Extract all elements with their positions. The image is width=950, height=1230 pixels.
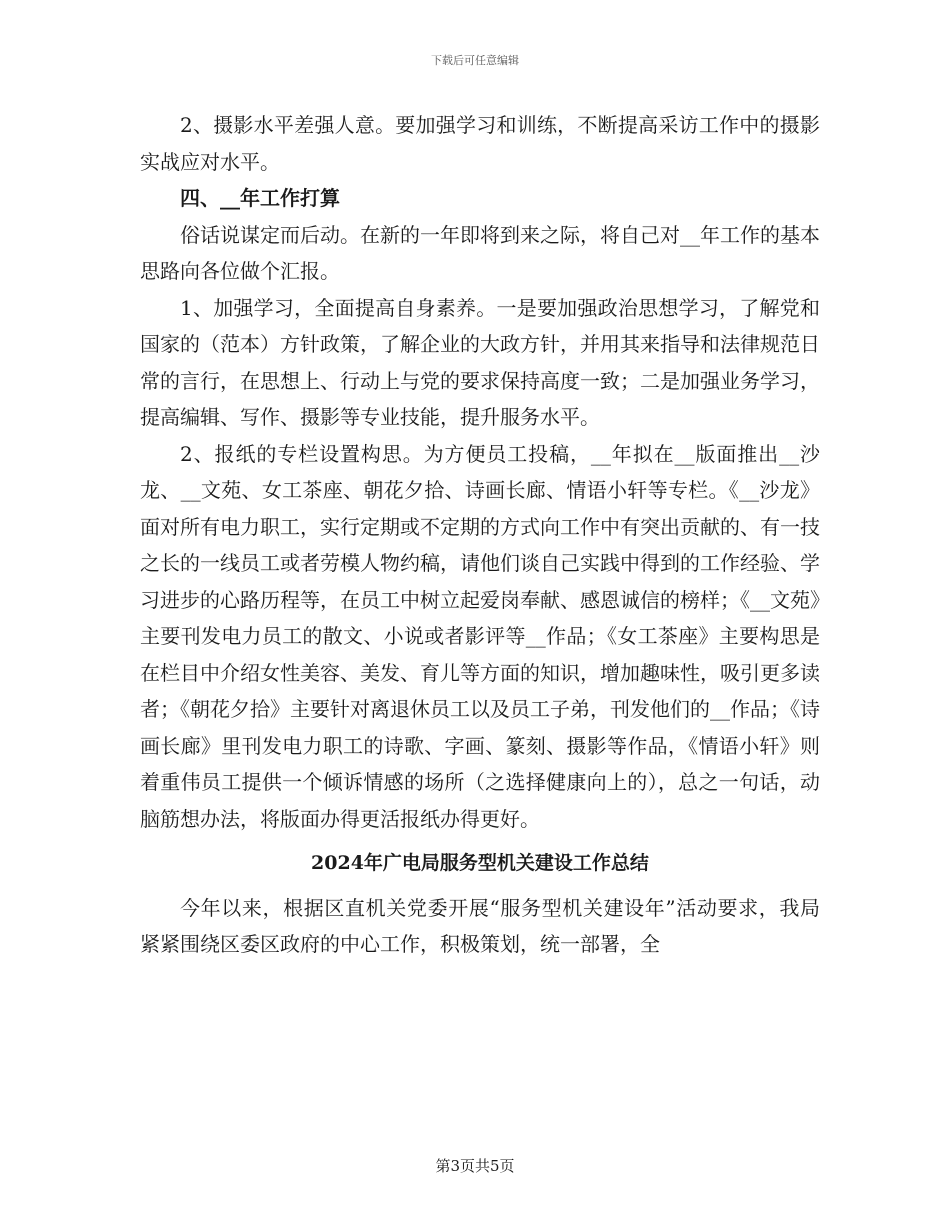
- document-body: [140, 107, 820, 963]
- section-heading-work-plan: 四、__年工作打算: [180, 186, 340, 210]
- document-title: 2024年广电局服务型机关建设工作总结: [311, 852, 649, 874]
- paragraph-plan-intro: 俗话说谋定而后动。在新的一年即将到来之际，将自己对__年工作的基本思路向各位做个汇报。: [140, 222, 820, 283]
- paragraph-study-improvement: 1、加强学习，全面提高自身素养。一是要加强政治思想学习，了解党和国家的（范本）方针政策，了解企业的大政方针，并用其来指导和法律规范日常的言行，在思想上、行动上与党的要求保持高度一致；二是加强业务学习，提高编辑、写作、摄影等专业技能，提升服务水平。: [140, 295, 820, 429]
- page-header-note: 下载后可任意编辑: [431, 54, 519, 67]
- paragraph-photography-skill: 2、摄影水平差强人意。要加强学习和训练，不断提高采访工作中的摄影实战应对水平。: [140, 113, 820, 174]
- paragraph-column-design: 2、报纸的专栏设置构思。为方便员工投稿，__年拟在__版面推出__沙龙、__文苑、女工茶座、朝花夕拾、诗画长廊、情语小轩等专栏。《__沙龙》面对所有电力职工，实行定期或不定期的方式向工作中有突出贡献的、有一技之长的一线员工或者劳模人物约稿，请他们谈自己实践中得到的工作经验、学习进步的心路历程等，在员工中树立起爱岗奉献、感恩诚信的榜样；《__文苑》主要刊发电力员工的散文、小说或者影评等__作品；《女工茶座》主要构思是在栏目中介绍女性美容、美发、育儿等方面的知识，增加趣味性，吸引更多读者；《朝花夕拾》主要针对离退休员工以及员工子弟，刊发他们的__作品；《诗画长廊》里刊发电力职工的诗歌、字画、篆刻、摄影等作品，《情语小轩》则着重伟员工提供一个倾诉情感的场所（之选择健康向上的），总之一句话，动脑筋想办法，将版面办得更活报纸办得更好。: [140, 441, 820, 831]
- paragraph-summary-intro: 今年以来，根据区直机关党委开展“服务型机关建设年”活动要求，我局紧紧围绕区委区政府的中心工作，积极策划，统一部署，全: [140, 895, 820, 956]
- page-number-footer: 第3页共5页: [435, 1157, 515, 1175]
